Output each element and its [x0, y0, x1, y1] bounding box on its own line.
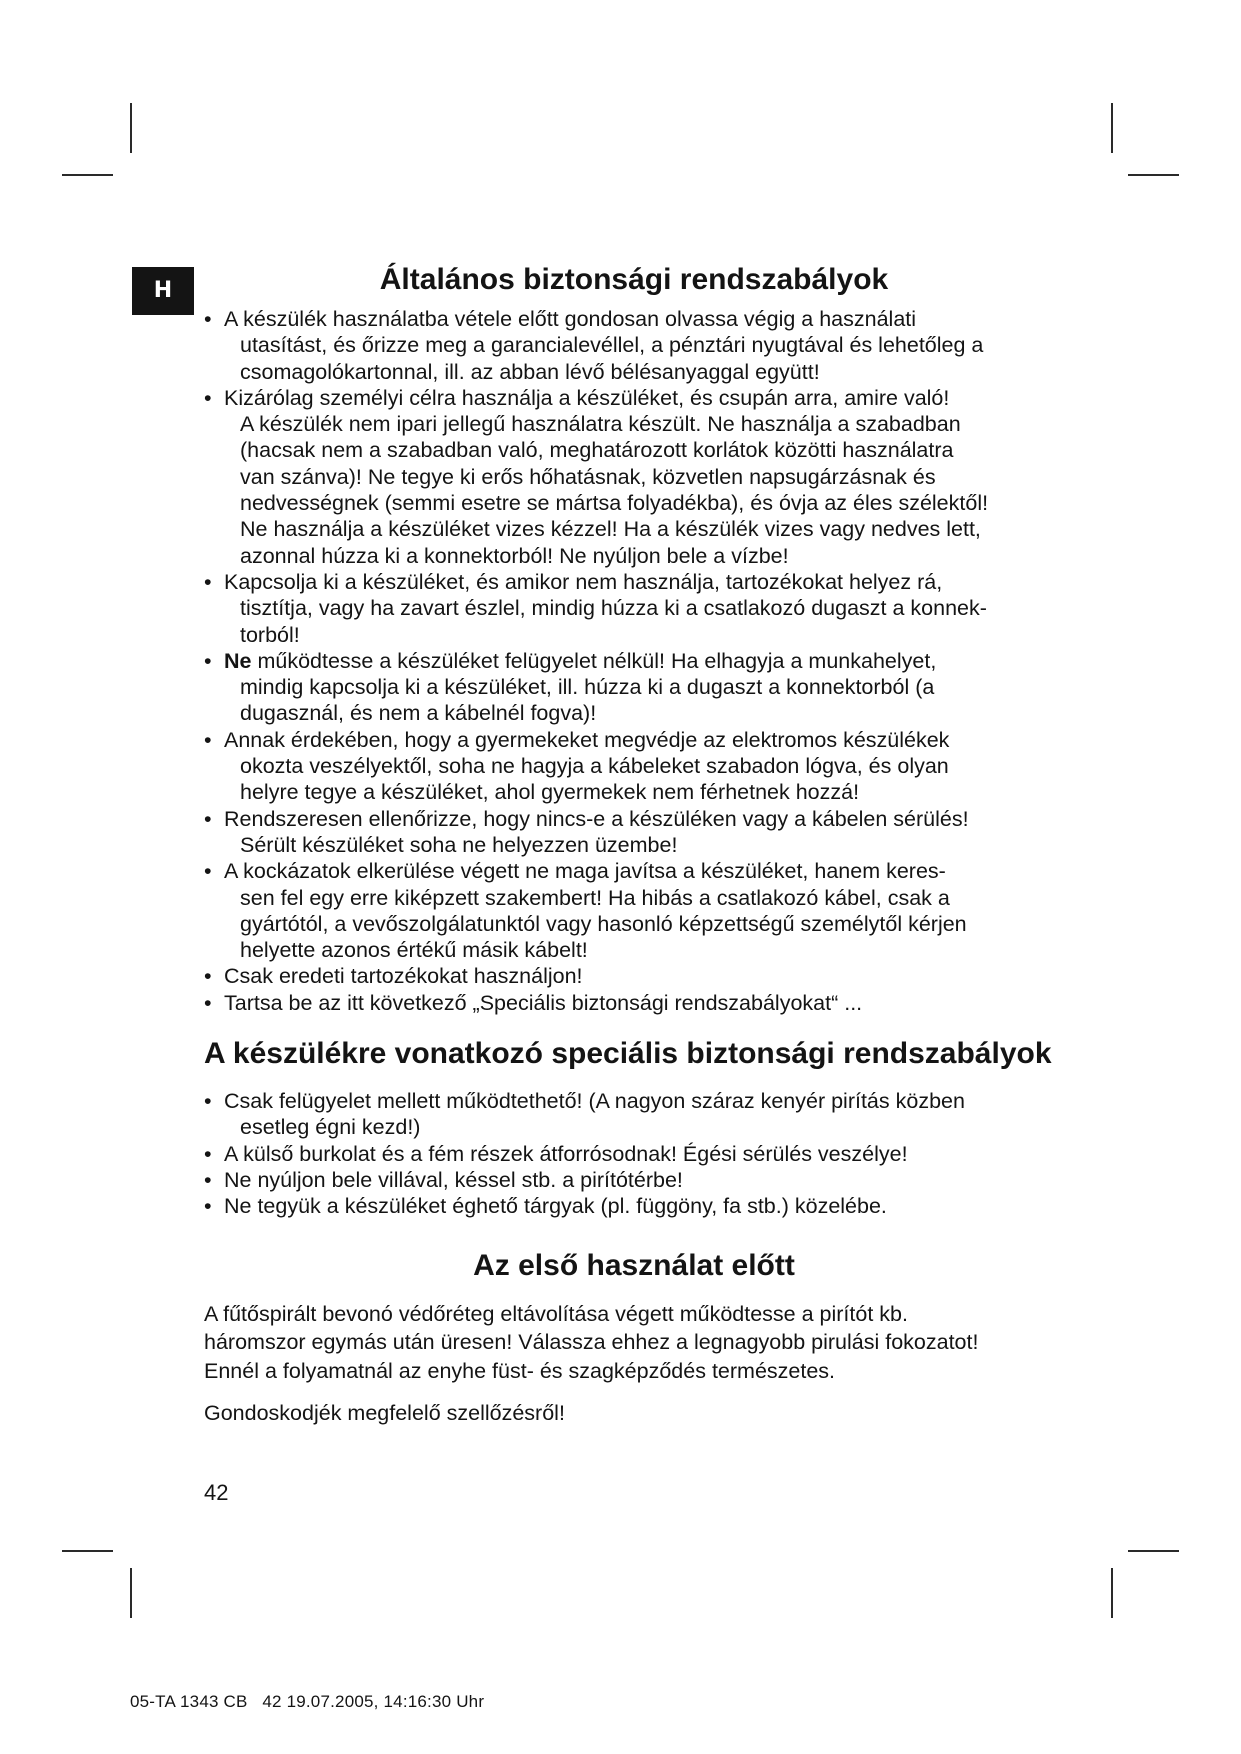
bullet-icon: •: [204, 1089, 212, 1114]
ventilation-note: Gondoskodjék megfelelő szellőzésről!: [204, 1401, 565, 1425]
list-item-line: helyre tegye a készüléket, ahol gyermekek nem férhetnek hozzá!: [240, 780, 860, 805]
page-content: [204, 258, 1064, 1428]
list-item: [204, 806, 1064, 859]
list-item-line: mindig kapcsolja ki a készüléket, ill. húzza ki a dugaszt a konnektorból (a: [240, 675, 935, 700]
list-item: [204, 306, 1064, 385]
list-item: [204, 648, 1064, 727]
list-item-line: van szánva)! Ne tegye ki erős hőhatásnak, közvetlen napsugárzásnak és: [240, 464, 936, 489]
list-item: [204, 1141, 1064, 1167]
bullet-icon: •: [204, 859, 212, 884]
list-item-line-rest: működtesse a készüléket felügyelet nélkül! Ha elhagyja a munkahelyet,: [251, 648, 937, 673]
list-item-line: esetleg égni kezd!): [240, 1115, 421, 1140]
crop-mark-bottom-left-horizontal: [62, 1550, 113, 1552]
bullet-icon: •: [204, 806, 212, 831]
list-item-line: A kockázatok elkerülése végett ne maga javítsa a készüléket, hanem keres-: [224, 859, 946, 884]
list-item-line: Tartsa be az itt következő „Speciális biztonsági rendszabályokat“ ...: [224, 990, 863, 1015]
list-item: [204, 569, 1064, 648]
list-item-line: Annak érdekében, hogy a gyermekeket megvédje az elektromos készülékek: [224, 727, 950, 752]
crop-mark-bottom-right-vertical: [1111, 1568, 1113, 1618]
bold-lead: Ne: [224, 648, 252, 673]
list-item-line: Csak felügyelet mellett működtethető! (A nagyon száraz kenyér pirítás közben: [224, 1089, 965, 1114]
print-footer: 05-TA 1343 CB 42 19.07.2005, 14:16:30 Uhr: [130, 1692, 485, 1711]
list-item: [204, 858, 1064, 963]
paragraph-line: Ennél a folyamatnál az enyhe füst- és szagképződés természetes.: [204, 1358, 836, 1383]
list-item-line: A készülék használatba vétele előtt gondosan olvassa végig a használati: [224, 307, 917, 331]
list-item-line: (hacsak nem a szabadban való, meghatározott korlátok közötti használatra: [240, 438, 954, 463]
list-item-line: A külső burkolat és a fém részek átforrósodnak! Égési sérülés veszélye!: [224, 1141, 908, 1166]
language-tab: H: [132, 267, 194, 315]
list-item-line: torból!: [240, 622, 300, 647]
bullet-icon: •: [204, 1167, 212, 1192]
crop-mark-bottom-left-vertical: [130, 1568, 132, 1618]
list-item-line: Kizárólag személyi célra használja a készüléket, és csupán arra, amire való!: [224, 385, 950, 410]
crop-mark-top-left-vertical: [130, 103, 132, 153]
list-item-line: sen fel egy erre kiképzett szakembert! Ha hibás a csatlakozó kábel, csak a: [240, 885, 950, 910]
list-item-line: helyette azonos értékű másik kábelt!: [240, 938, 588, 963]
list-item: [204, 1167, 1064, 1193]
crop-mark-top-right-horizontal: [1128, 174, 1179, 176]
page-number: 42: [204, 1480, 229, 1505]
list-item-line: Csak eredeti tartozékokat használjon!: [224, 964, 583, 989]
paragraph-line: háromszor egymás után üresen! Válassza ehhez a legnagyobb pirulási fokozatot!: [204, 1330, 979, 1354]
bullet-icon: •: [204, 990, 212, 1015]
list-item-line: azonnal húzza ki a konnektorból! Ne nyúljon bele a vízbe!: [240, 543, 789, 568]
paragraph-line: A fűtőspirált bevonó védőréteg eltávolítása végett működtesse a pirítót kb.: [204, 1301, 908, 1326]
first-use-paragraph: [204, 1300, 1064, 1386]
crop-mark-top-right-vertical: [1111, 103, 1113, 153]
special-safety-list: [204, 1088, 1064, 1219]
bullet-icon: •: [204, 727, 212, 752]
list-item-line: Ne tegyük a készüléket éghető tárgyak (pl. függöny, fa stb.) közelébe.: [224, 1194, 887, 1219]
bullet-icon: •: [204, 648, 212, 673]
list-item-line: tisztítja, vagy ha zavart észlel, mindig húzza ki a csatlakozó dugaszt a konnek-: [240, 596, 987, 621]
list-item-line: Sérült készüléket soha ne helyezzen üzembe!: [240, 832, 678, 857]
bullet-icon: •: [204, 569, 212, 594]
list-item-line: gyártótól, a vevőszolgálatunktól vagy hasonló képzettségű személytől kérjen: [240, 911, 967, 936]
section-title-special-safety: A készülékre vonatkozó speciális biztonsági rendszabályok: [204, 1037, 1052, 1071]
list-item-line: Ne használja a készüléket vizes kézzel! Ha a készülék vizes vagy nedves lett,: [240, 517, 981, 542]
list-item-line: A készülék nem ipari jellegű használatra készült. Ne használja a szabadban: [240, 412, 961, 437]
list-item: [204, 963, 1064, 989]
list-item-line: okozta veszélyektől, soha ne hagyja a kábeleket szabadon lógva, és olyan: [240, 754, 949, 779]
list-item-line: Ne nyúljon bele villával, késsel stb. a pirítótérbe!: [224, 1167, 683, 1192]
list-item-line: nedvességnek (semmi esetre se mártsa folyadékba), és óvja az éles szélektől!: [240, 491, 989, 516]
section-title-general-safety: Általános biztonsági rendszabályok: [379, 263, 889, 296]
section-title-first-use: Az első használat előtt: [473, 1248, 795, 1282]
list-item-line: Kapcsolja ki a készüléket, és amikor nem használja, tartozékokat helyez rá,: [224, 569, 943, 594]
list-item: [204, 385, 1064, 569]
list-item-line: dugasznál, és nem a kábelnél fogva)!: [240, 701, 597, 726]
list-item: [204, 1088, 1064, 1141]
bullet-icon: •: [204, 1194, 212, 1219]
bullet-icon: •: [204, 385, 212, 410]
bullet-icon: •: [204, 307, 212, 331]
bullet-icon: •: [204, 964, 212, 989]
crop-mark-top-left-horizontal: [62, 174, 113, 176]
list-item-line: Rendszeresen ellenőrizze, hogy nincs-e a készüléken vagy a kábelen sérülés!: [224, 806, 969, 831]
list-item-line: [224, 648, 1064, 674]
bullet-icon: •: [204, 1141, 212, 1166]
list-item: [204, 990, 1064, 1016]
general-safety-list: [204, 306, 1064, 1016]
list-item-line: utasítást, és őrizze meg a garancialevéllel, a pénztári nyugtával és lehetőleg a: [240, 333, 984, 358]
crop-mark-bottom-right-horizontal: [1128, 1550, 1179, 1552]
list-item: [204, 727, 1064, 806]
list-item-line: csomagolókartonnal, ill. az abban lévő bélésanyaggal együtt!: [240, 359, 820, 384]
list-item: [204, 1193, 1064, 1219]
